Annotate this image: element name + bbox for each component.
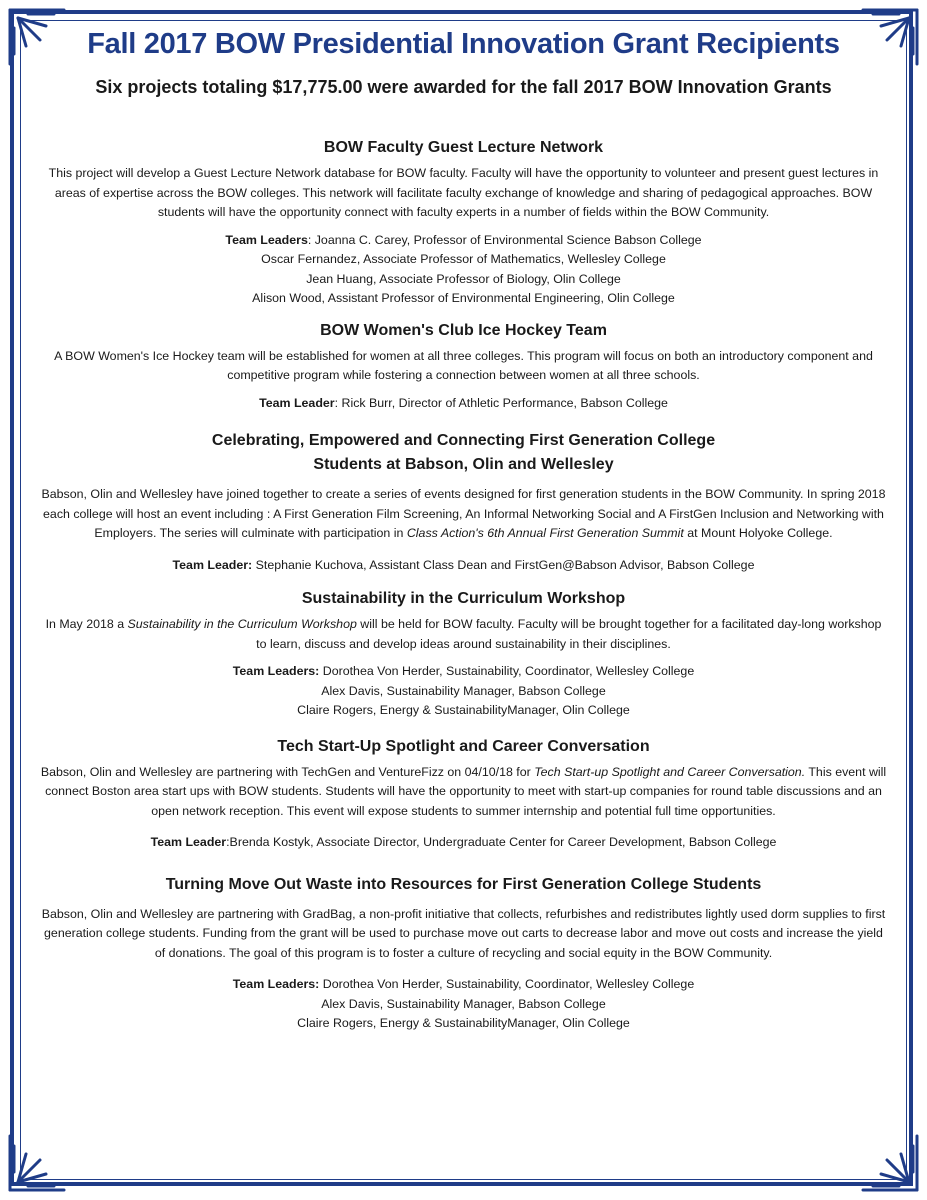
project-title: BOW Faculty Guest Lecture Network: [323, 139, 604, 156]
project-section: [40, 873, 887, 1034]
team-leaders: [40, 394, 887, 414]
project-description: Babson, Olin and Wellesley are partnering with GradBag, a non-profit initiative that collects, refurbishes and redistributes lightly used dorm supplies to first generation college students. Funding from the grant will be used to purchase move out carts to decrease labor and move out costs and increase the yield of donations. The goal of this program is to foster a culture of recycling and social equity in the BOW Community.: [41, 906, 886, 960]
team-leader: Claire Rogers, Energy & SustainabilityManager, Olin College: [297, 703, 630, 717]
team-leader: Alex Davis, Sustainability Manager, Babson College: [321, 996, 606, 1011]
project-title: Turning Move Out Waste into Resources for First Generation College Students: [165, 875, 762, 893]
project-description: [40, 763, 887, 822]
team-leaders-label: Team Leaders: [225, 232, 308, 247]
team-leader: : Joanna C. Carey, Professor of Environmental Science Babson College: [307, 232, 702, 247]
description-text: at Mount Holyoke College.: [683, 526, 833, 540]
team-leader: Stephanie Kuchova, Assistant Class Dean and FirstGen@Babson Advisor, Babson College: [252, 557, 755, 572]
project-title-line: Celebrating, Empowered and Connecting First Generation College: [211, 432, 716, 449]
project-description: This project will develop a Guest Lecture Network database for BOW faculty. Faculty will have the opportunity to volunteer and present guest lectures in areas of expertise across the BOW colleges. This network will facilitate faculty exchange of knowledge and sharing of pedagogical approaches. BOW students will have the opportunity connect with faculty experts in a number of fields within the BOW Community.: [48, 166, 879, 219]
team-leaders-label: Team Leader: [259, 395, 335, 410]
project-title-line: Students at Babson, Olin and Wellesley: [313, 456, 614, 473]
team-leaders: [40, 662, 887, 721]
description-text: Babson, Olin and Wellesley are partnering with TechGen and VentureFizz on 04/10/18 for: [40, 764, 535, 779]
team-leader: Jean Huang, Associate Professor of Biology, Olin College: [306, 271, 621, 286]
team-leaders-label: Team Leaders:: [232, 664, 320, 678]
description-text: This event will connect Boston area start ups with BOW students. Students will have the opportunity to meet with start-up companies for round table discussions and an open network reception. This event will expose students to summer internship and potential full time opportunities.: [45, 764, 887, 818]
project-section: [40, 429, 887, 575]
project-title: BOW Women's Club Ice Hockey Team: [320, 321, 607, 339]
project-description: A BOW Women's Ice Hockey team will be established for women at all three colleges. This program will focus on both an introductory component and competitive program while fostering a connection between women at all three schools.: [54, 348, 873, 382]
team-leaders: [40, 556, 887, 576]
project-description: [40, 485, 887, 544]
team-leaders-label: Team Leaders:: [232, 977, 320, 991]
description-italic: Tech Start-up Spotlight and Career Conversation.: [534, 764, 806, 779]
team-leaders-label: Team Leader:: [172, 557, 253, 572]
description-italic: Sustainability in the Curriculum Workshop: [127, 617, 357, 631]
description-text: Babson, Olin and Wellesley have joined together to create a series of events designed for first generation students in the BOW Community. In spring 2018 each college will host an event including : A First Generation Film Screening, An Informal Networking Social and A FirstGen Inclusion and Networking with Employers. The series will culminate with participation in: [41, 487, 886, 540]
team-leader: Alex Davis, Sustainability Manager, Babson College: [321, 683, 606, 698]
project-title: Tech Start-Up Spotlight and Career Conversation: [277, 737, 650, 755]
project-section: [40, 136, 887, 309]
team-leaders: [40, 975, 887, 1034]
team-leaders: [40, 833, 887, 853]
project-section: [40, 587, 887, 721]
team-leader: Claire Rogers, Energy & SustainabilityManager, Olin College: [297, 1016, 630, 1030]
description-italic: Class Action's 6th Annual First Generation Summit: [406, 526, 684, 540]
corner-ornament-bottom-right-icon: [859, 1132, 921, 1194]
team-leader: Oscar Fernandez, Associate Professor of Mathematics, Wellesley College: [261, 252, 666, 266]
project-section: [40, 735, 887, 853]
team-leaders-label: Team Leader: [150, 835, 227, 849]
description-text: In May 2018 a: [45, 617, 128, 631]
project-description: [40, 615, 887, 654]
team-leaders: [40, 231, 887, 309]
team-leader: : Rick Burr, Director of Athletic Performance, Babson College: [334, 395, 668, 410]
team-leader: :Brenda Kostyk, Associate Director, Undergraduate Center for Career Development, Babson College: [226, 835, 777, 849]
description-text: will be held for BOW faculty. Faculty will be brought together for a facilitated day-long workshop to learn, discuss and develop ideas around sustainability in their disciplines.: [256, 617, 882, 651]
project-title: Sustainability in the Curriculum Workshop: [301, 590, 626, 607]
page-title: Fall 2017 BOW Presidential Innovation Grant Recipients: [87, 28, 840, 60]
project-title: [40, 429, 887, 477]
team-leader: Alison Wood, Assistant Professor of Environmental Engineering, Olin College: [252, 291, 675, 305]
team-leader: Dorothea Von Herder, Sustainability, Coordinator, Wellesley College: [319, 664, 695, 678]
page-subtitle: Six projects totaling $17,775.00 were awarded for the fall 2017 BOW Innovation Grants: [95, 77, 832, 97]
project-section: [40, 319, 887, 414]
corner-ornament-bottom-left-icon: [6, 1132, 68, 1194]
team-leader: Dorothea Von Herder, Sustainability, Coordinator, Wellesley College: [319, 977, 695, 991]
document-content: [40, 28, 887, 1034]
